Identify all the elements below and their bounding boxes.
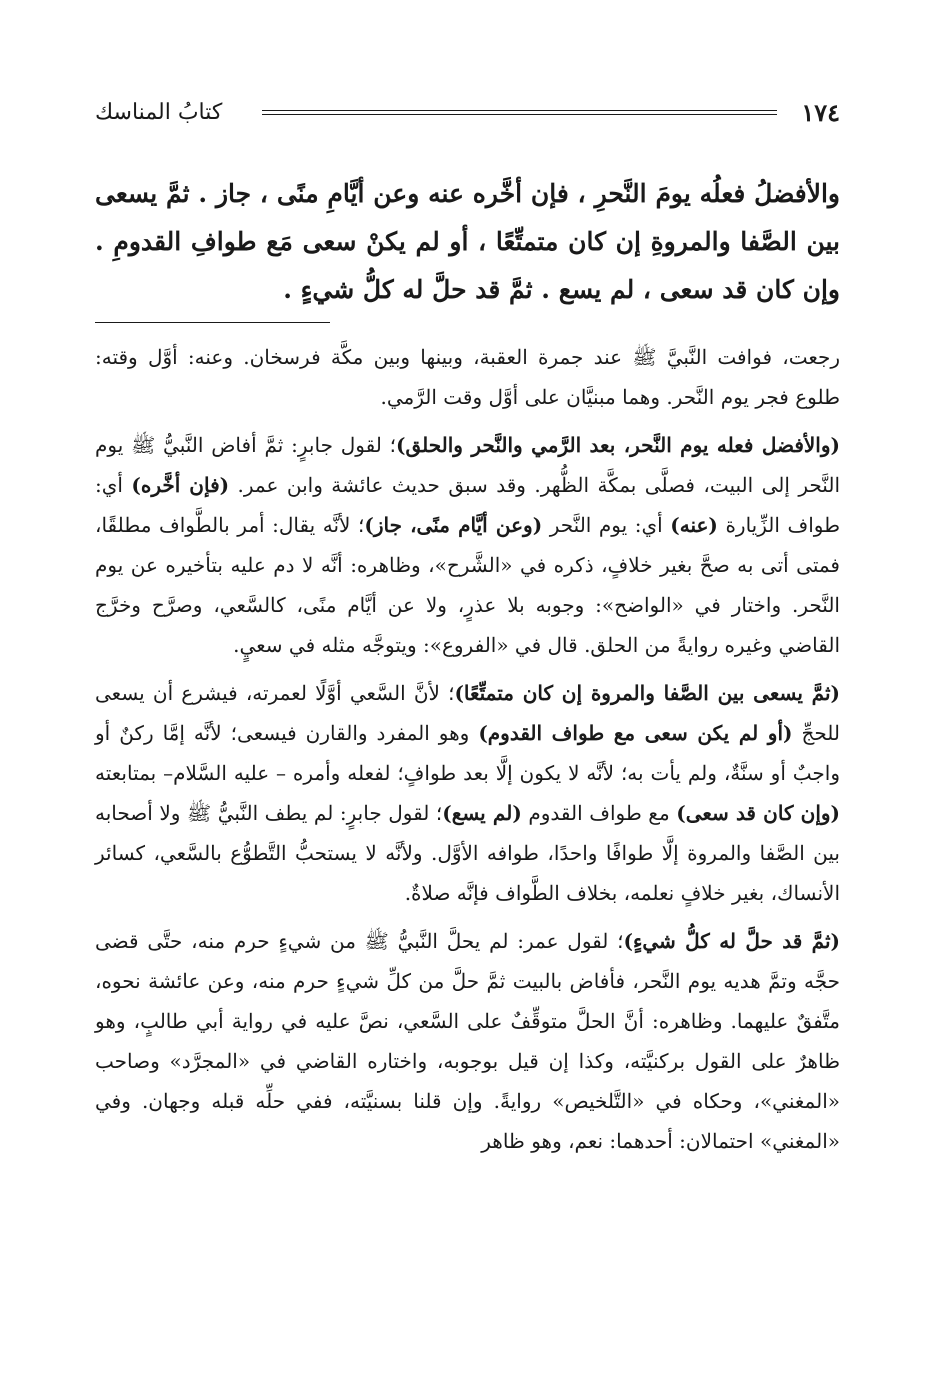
- quoted-matn: (لم يسع): [442, 801, 522, 825]
- page-header: [95, 90, 840, 134]
- commentary-text: ؛ لقول عمر: لم يحلَّ النَّبيُّ ﷺ من شيءٍ حرم منه، حتَّى قضى حجَّه وتمَّ هديه يوم النَّحر، فأفاض بالبيت ثمَّ حلَّ من كلِّ شيءٍ حرم منه، وعن عائشة نحوه، متَّفقٌ عليهما. وظاهره: أنَّ الحلَّ متوقِّفٌ على السَّعي، نصَّ عليه في رواية أبي طالبٍ، وهو ظاهرٌ على القول بركنيَّته، وكذا إن قيل بوجوبه، واختاره القاضي في «المجرَّد» وصاحب «المغني»، وحكاه في «التَّلخيص» روايةً. وإن قلنا بسنيَّته، ففي حلِّه قبله وجهان. وفي «المغني» احتمالان: أحدهما: نعم، وهو ظاهر: [95, 929, 840, 1153]
- commentary-text: رجعت، فوافت النَّبيَّ ﷺ عند جمرة العقبة، وبينها وبين مكَّة فرسخان. وعنه: أوَّل وقته: طلوع فجر يوم النَّحر. وهما مبنيَّان على أوَّل وقت الرَّمي.: [95, 345, 840, 409]
- commentary-paragraph: [95, 673, 840, 913]
- quoted-matn: (فإن أخَّره): [131, 473, 230, 497]
- book-page: [95, 90, 840, 1169]
- quoted-matn: (عنه): [670, 513, 718, 537]
- commentary: [95, 337, 840, 1161]
- commentary-text: ؛ لأنَّه يقال: أمر بالطَّواف مطلقًا، فمتى أتى به صحَّ بغير خلافٍ، ذكره في «الشَّرح»، وظاهره: أنَّه لا دم عليه بتأخيره عن يوم النَّحر. واختار في «الواضح»: وجوبه بلا عذرٍ، ولا عن أيَّام منًى، كالسَّعي، وصرَّح وخرَّج القاضي وغيره روايةً من الحلق. قال في «الفروع»: ويتوجَّه مثله في سعيٍ.: [95, 513, 840, 657]
- commentary-text: أي: طواف الزِّيارة: [95, 473, 841, 537]
- header-rule: [262, 110, 777, 115]
- commentary-text: ؛ لقول جابرٍ: لم يطف النَّبيُّ ﷺ ولا أصحابه بين الصَّفا والمروة إلَّا طوافًا واحدًا، طوافه الأوَّل. ولأنَّه لا يستحبُّ التَّطوُّع بالسَّعي، كسائر الأنساك، بغير خلافٍ نعلمه، بخلاف الطَّواف فإنَّه صلاةٌ.: [95, 801, 840, 905]
- commentary-text: أي: يوم النَّحر: [549, 513, 663, 537]
- book-title: كتابُ المناسك: [95, 99, 223, 125]
- commentary-text: وهو المفرد والقارن فيسعى؛ لأنَّه إمَّا ركنٌ أو واجبٌ أو سنَّةٌ، ولم يأت به؛ لأنَّه لا يكون إلَّا بعد طوافٍ؛ لفعله وأمره – عليه السَّلام– بمتابعته: [95, 721, 840, 785]
- commentary-paragraph: [95, 337, 840, 417]
- commentary-paragraph: [95, 921, 840, 1161]
- footnote-divider: [95, 322, 330, 323]
- commentary-text: مع طواف القدوم: [528, 801, 670, 825]
- matn-text: والأفضلُ فعلُه يومَ النَّحرِ ، فإن أخَّره عنه وعن أيَّامِ منًى ، جاز . ثمَّ يسعى بين الصَّفا والمروةِ إن كان متمتِّعًا ، أو لم يكنْ سعى مَع طوافِ القدومِ . وإن كان قد سعى ، لم يسع . ثمَّ قد حلَّ له كلُّ شيءٍ .: [95, 179, 840, 304]
- quoted-matn: (أو لم يكن سعى مع طواف القدوم): [478, 721, 793, 745]
- commentary-text: ؛ لقول جابرٍ: ثمَّ أفاض النَّبيُّ ﷺ يوم النَّحر إلى البيت، فصلَّى بمكَّة الظُّهر. وقد سبق حديث عائشة وابن عمر.: [95, 433, 840, 497]
- quoted-matn: (وإن كان قد سعى): [676, 801, 840, 825]
- quoted-matn: (وعن أيَّام منًى، جاز): [364, 513, 543, 537]
- page-number: ١٧٤: [801, 97, 840, 127]
- quoted-matn: (والأفضل فعله يوم النَّحر، بعد الرَّمي والنَّحر والحلق): [395, 433, 840, 457]
- commentary-paragraph: [95, 425, 840, 665]
- quoted-matn: (ثمَّ قد حلَّ له كلُّ شيءٍ): [623, 929, 841, 953]
- commentary-text: ؛ لأنَّ السَّعي أوَّلًا لعمرته، فيشرع أن يسعى للحجِّ: [95, 681, 841, 745]
- quoted-matn: (ثمَّ يسعى بين الصَّفا والمروة إن كان متمتِّعًا): [454, 681, 840, 705]
